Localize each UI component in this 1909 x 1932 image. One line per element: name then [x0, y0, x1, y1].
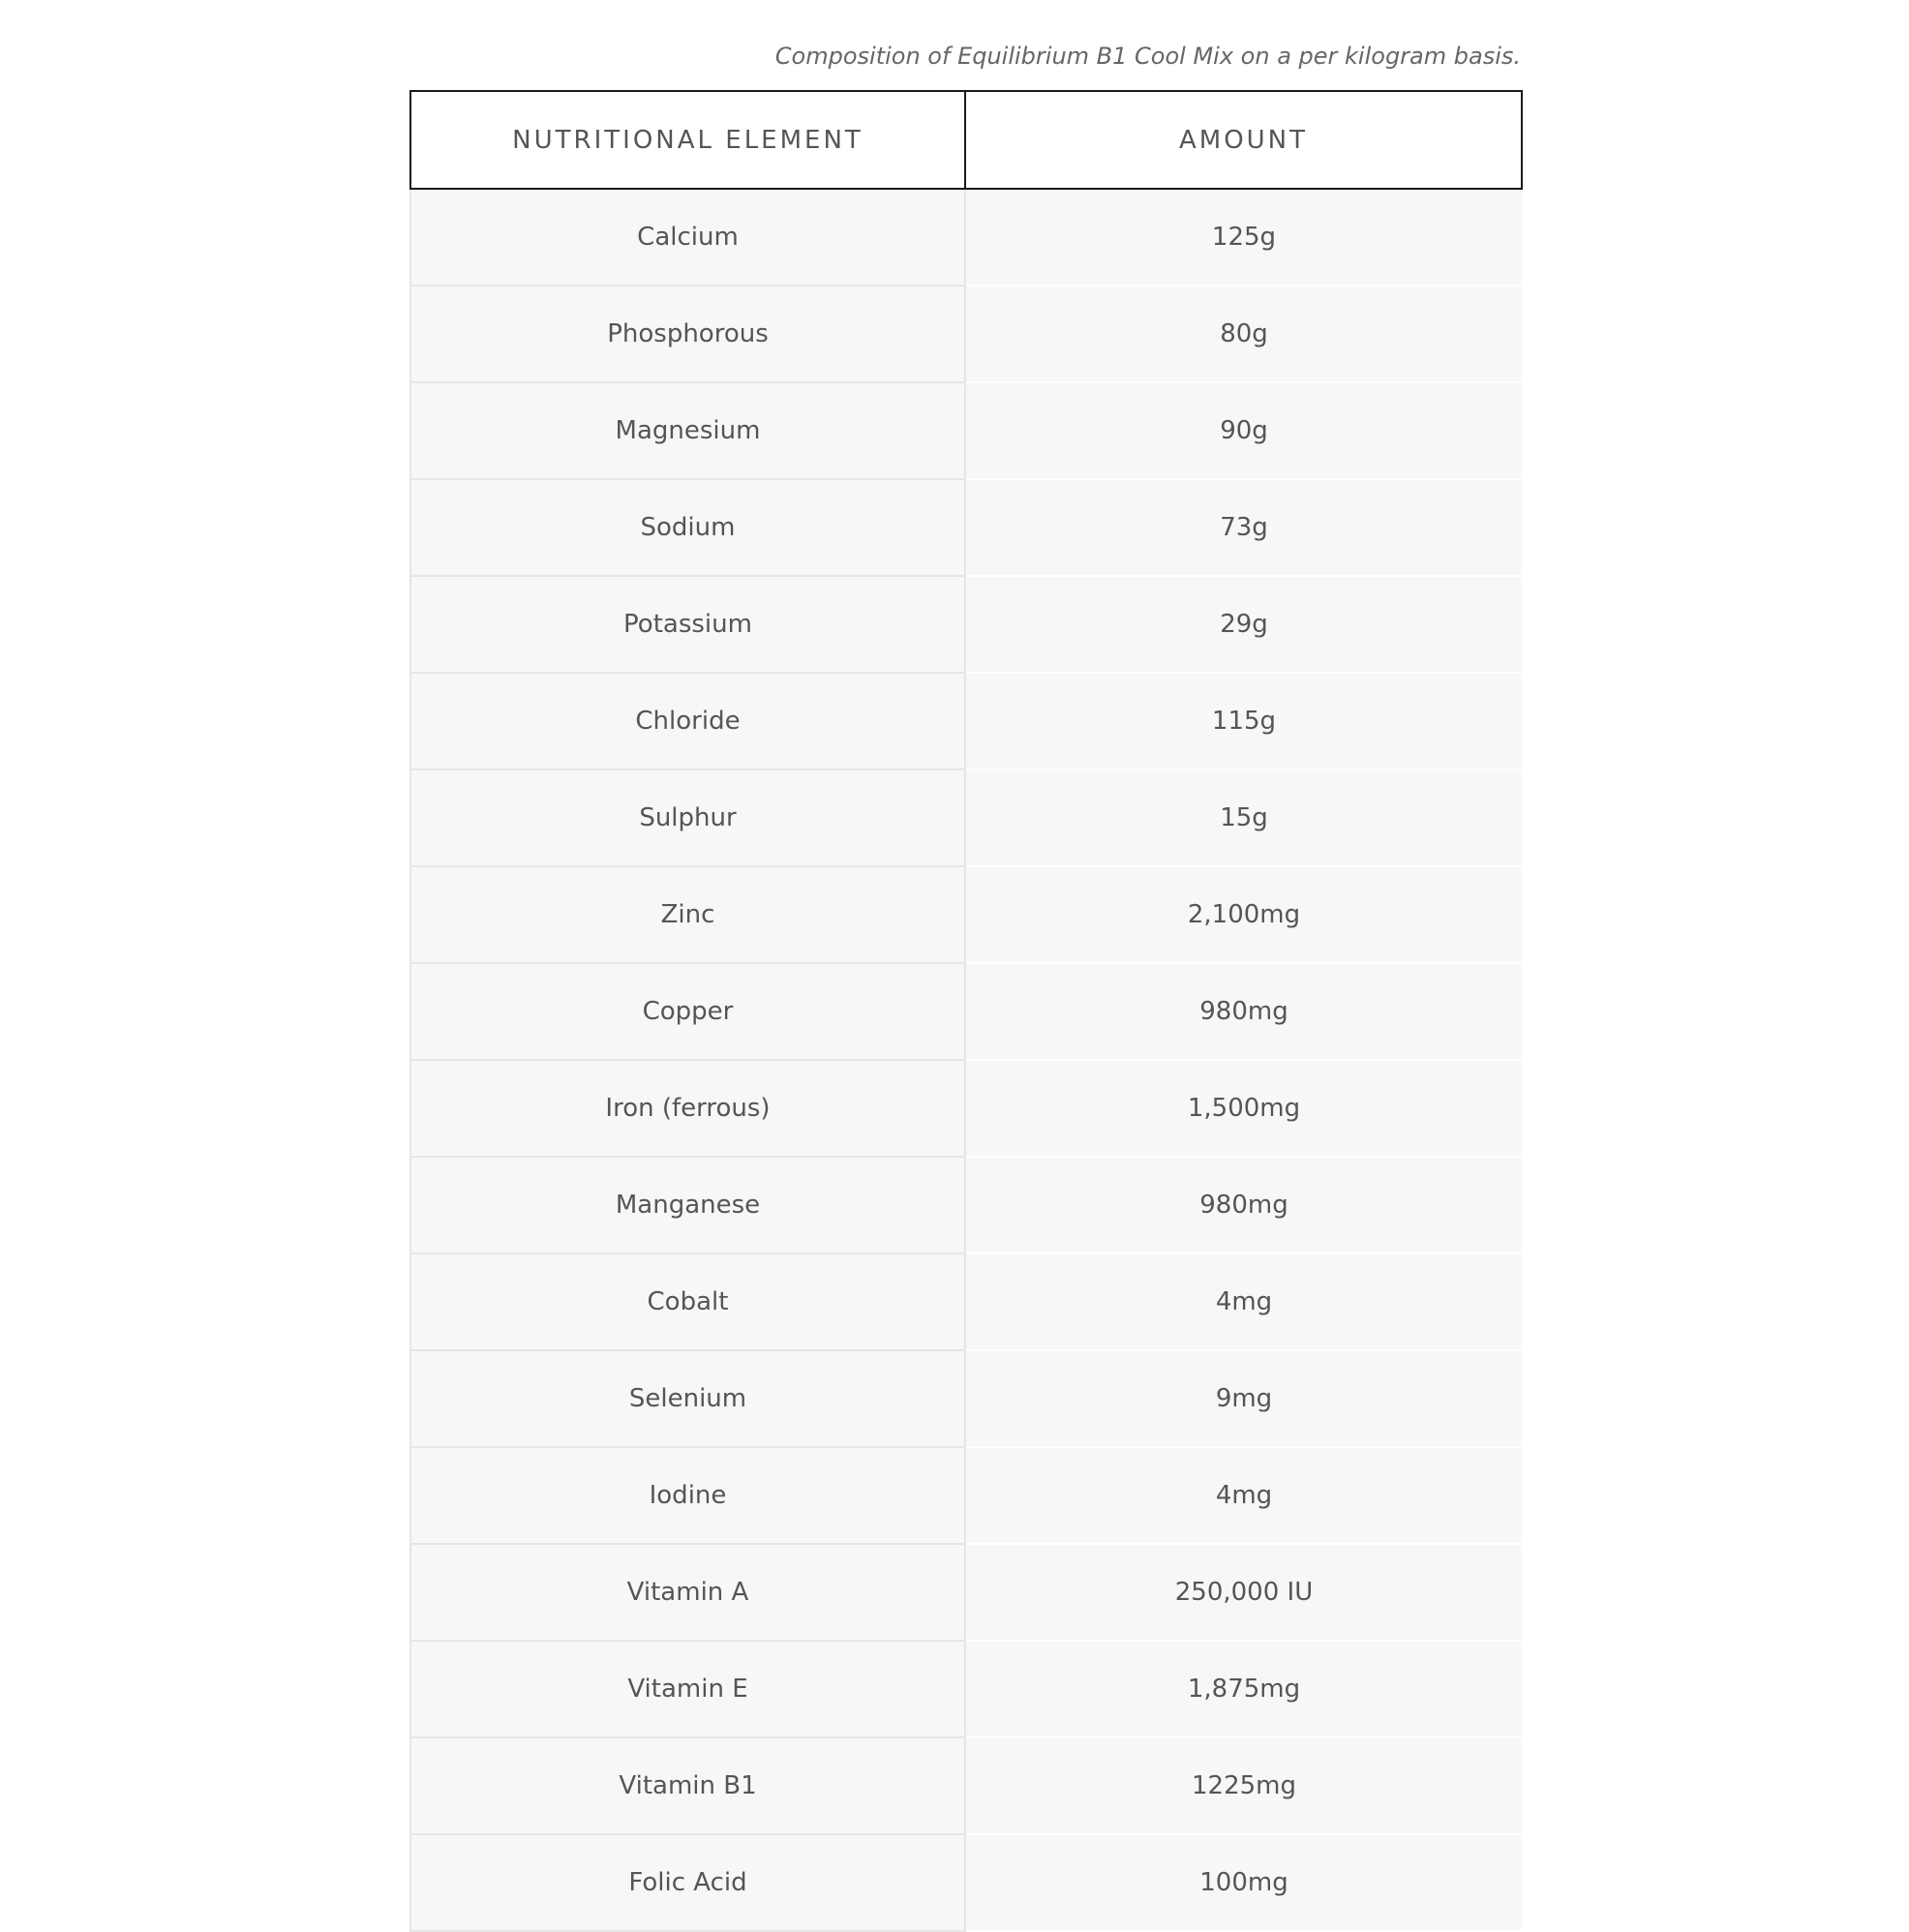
table-row: [410, 576, 1522, 673]
element-cell: Vitamin A: [410, 1544, 965, 1641]
element-cell: Manganese: [410, 1157, 965, 1253]
composition-table: [409, 90, 1523, 1932]
amount-cell: 1225mg: [965, 1737, 1522, 1834]
amount-cell: 4mg: [965, 1253, 1522, 1350]
element-cell: Iodine: [410, 1447, 965, 1544]
table-row: [410, 1253, 1522, 1350]
table-body: [410, 189, 1522, 1931]
table-row: [410, 189, 1522, 286]
table-row: [410, 770, 1522, 866]
amount-cell: 80g: [965, 286, 1522, 382]
amount-cell: 4mg: [965, 1447, 1522, 1544]
table-row: [410, 1157, 1522, 1253]
element-cell: Vitamin E: [410, 1641, 965, 1737]
table-row: [410, 866, 1522, 963]
amount-cell: 2,100mg: [965, 866, 1522, 963]
amount-cell: 9mg: [965, 1350, 1522, 1447]
element-cell: Cobalt: [410, 1253, 965, 1350]
header-row: [410, 91, 1522, 189]
amount-cell: 125g: [965, 189, 1522, 286]
amount-cell: 115g: [965, 673, 1522, 770]
element-cell: Vitamin B1: [410, 1737, 965, 1834]
amount-cell: 1,500mg: [965, 1060, 1522, 1157]
amount-cell: 250,000 IU: [965, 1544, 1522, 1641]
table-row: [410, 1544, 1522, 1641]
table-row: [410, 479, 1522, 576]
element-cell: Magnesium: [410, 382, 965, 479]
element-cell: Zinc: [410, 866, 965, 963]
amount-cell: 73g: [965, 479, 1522, 576]
amount-cell: 980mg: [965, 963, 1522, 1060]
element-cell: Sodium: [410, 479, 965, 576]
amount-cell: 980mg: [965, 1157, 1522, 1253]
element-cell: Phosphorous: [410, 286, 965, 382]
column-header-element: NUTRITIONAL ELEMENT: [410, 91, 965, 189]
element-cell: Potassium: [410, 576, 965, 673]
table-row: [410, 673, 1522, 770]
table-row: [410, 1737, 1522, 1834]
table-row: [410, 286, 1522, 382]
element-cell: Folic Acid: [410, 1834, 965, 1931]
amount-cell: 1,875mg: [965, 1641, 1522, 1737]
element-cell: Selenium: [410, 1350, 965, 1447]
table-row: [410, 1834, 1522, 1931]
element-cell: Calcium: [410, 189, 965, 286]
element-cell: Copper: [410, 963, 965, 1060]
column-header-amount: AMOUNT: [965, 91, 1522, 189]
table-row: [410, 963, 1522, 1060]
amount-cell: 29g: [965, 576, 1522, 673]
element-cell: Iron (ferrous): [410, 1060, 965, 1157]
table-row: [410, 1060, 1522, 1157]
amount-cell: 90g: [965, 382, 1522, 479]
table-caption: Composition of Equilibrium B1 Cool Mix on a per kilogram basis.: [774, 43, 1521, 70]
element-cell: Chloride: [410, 673, 965, 770]
amount-cell: 100mg: [965, 1834, 1522, 1931]
table-row: [410, 382, 1522, 479]
table-row: [410, 1641, 1522, 1737]
table-row: [410, 1447, 1522, 1544]
element-cell: Sulphur: [410, 770, 965, 866]
table-row: [410, 1350, 1522, 1447]
amount-cell: 15g: [965, 770, 1522, 866]
